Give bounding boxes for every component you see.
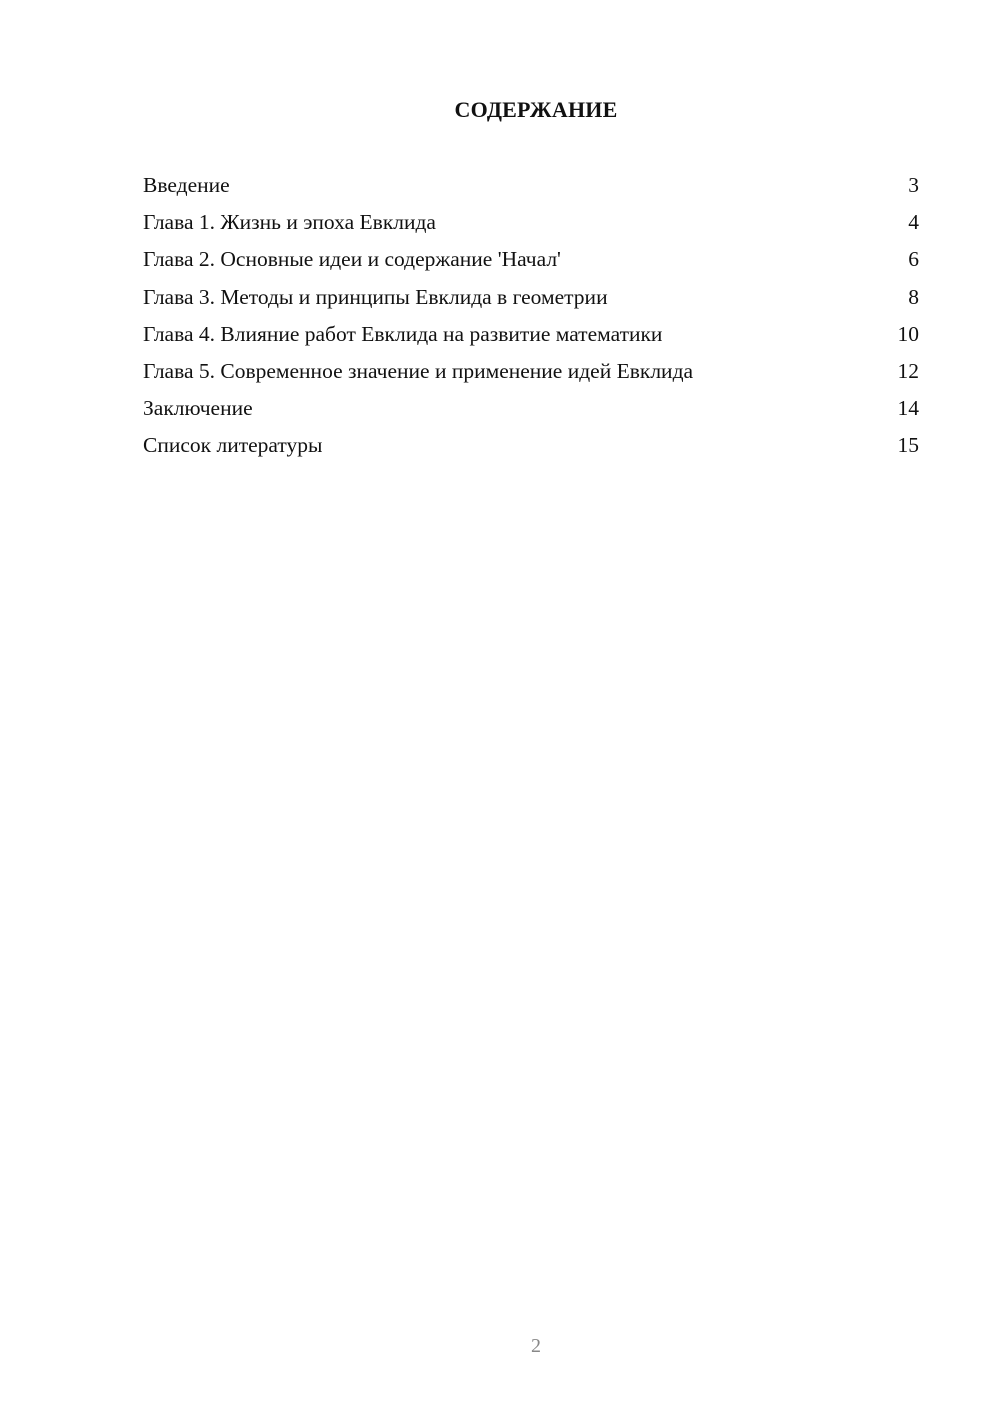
table-of-contents <box>143 170 919 468</box>
toc-entry-introduction <box>143 170 919 207</box>
toc-entry-label: Глава 4. Влияние работ Евклида на развитие математики <box>143 321 663 346</box>
toc-entry-page-number: 10 <box>897 321 919 346</box>
toc-entry-bibliography <box>143 430 919 467</box>
toc-entry-label: Заключение <box>143 396 253 421</box>
toc-entry-chapter-2 <box>143 244 919 281</box>
toc-entry-page-number: 3 <box>908 173 919 197</box>
toc-entry-label: Глава 5. Современное значение и применение идей Евклида <box>143 358 694 383</box>
toc-entry-label: Глава 3. Методы и принципы Евклида в геометрии <box>143 284 608 309</box>
toc-entry-chapter-3 <box>143 282 919 319</box>
toc-entry-page-number: 6 <box>908 247 919 272</box>
toc-entry-page-number: 4 <box>908 210 919 235</box>
toc-entry-chapter-5 <box>143 356 919 393</box>
toc-entry-chapter-1 <box>143 207 919 244</box>
toc-entry-page-number: 12 <box>897 358 919 383</box>
toc-entry-page-number: 14 <box>897 396 919 421</box>
page-title: СОДЕРЖАНИЕ <box>454 97 618 122</box>
toc-entry-label: Глава 2. Основные идеи и содержание 'Начал' <box>143 247 561 272</box>
toc-entry-page-number: 15 <box>897 433 919 458</box>
toc-entry-page-number: 8 <box>908 284 919 309</box>
toc-entry-label: Список литературы <box>143 433 323 458</box>
page-number: 2 <box>531 1335 541 1357</box>
toc-entry-label: Глава 1. Жизнь и эпоха Евклида <box>143 210 436 235</box>
toc-entry-label: Введение <box>143 173 230 197</box>
toc-entry-chapter-4 <box>143 319 919 356</box>
toc-entry-conclusion <box>143 393 919 430</box>
